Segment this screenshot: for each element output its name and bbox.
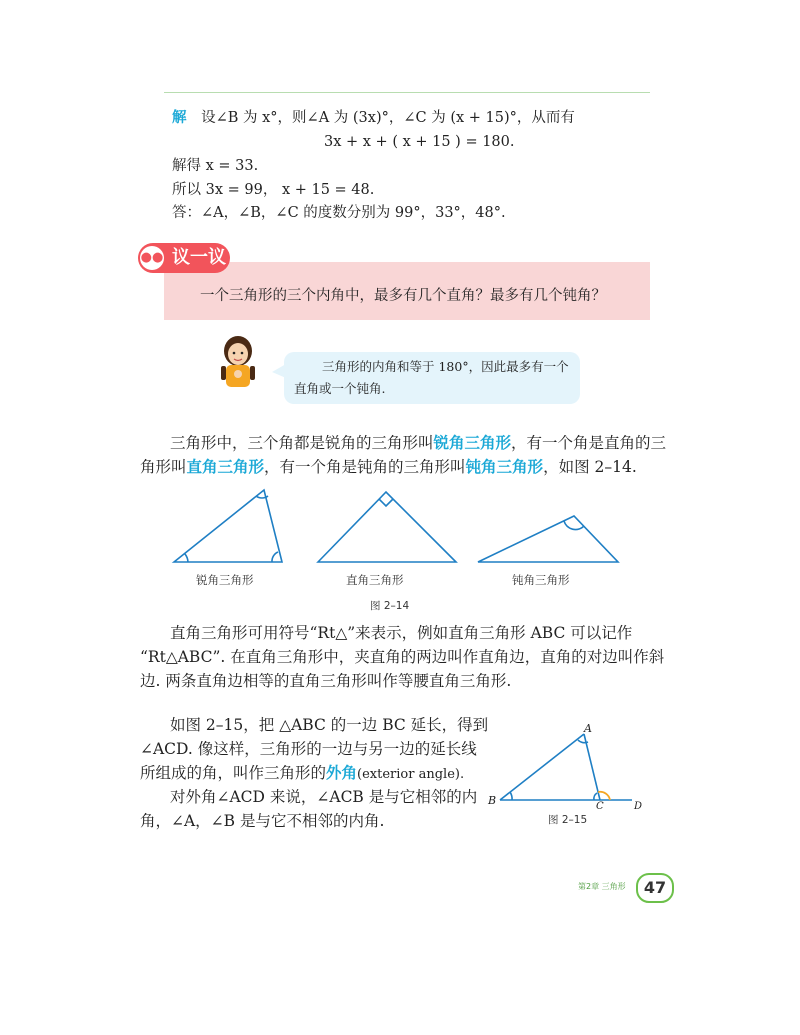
paragraph-3-line-5: 角，∠A，∠B 是与它不相邻的内角.	[140, 812, 385, 830]
top-rule	[164, 92, 650, 93]
speech-bubble	[284, 352, 580, 404]
paragraph-1-line-2	[140, 452, 637, 482]
paragraph-3-line-2: ∠ACD. 像这样，三角形的一边与另一边的延长线	[140, 740, 477, 758]
obtuse-triangle	[478, 516, 618, 562]
girl-illustration-icon	[214, 334, 262, 394]
point-c: C	[596, 801, 604, 810]
solution-line-3: 解得 x = 33.	[172, 158, 259, 174]
paragraph-2-line-1: 直角三角形可用符号“Rt△”来表示，例如直角三角形 ABC 可以记作	[170, 624, 633, 642]
term-obtuse-triangle: 钝角三角形	[465, 457, 544, 476]
para3-text-a: 所组成的角，叫作三角形的	[140, 764, 327, 782]
para1-text-e: ，如图 2–14.	[543, 458, 637, 476]
para1-text-c: 角形叫	[140, 458, 187, 476]
term-right-triangle: 直角三角形	[186, 457, 265, 476]
para1-text-d: ，有一个角是钝角的三角形叫	[264, 458, 466, 476]
right-triangle	[318, 492, 456, 562]
label-acute-triangle: 锐角三角形	[196, 573, 254, 587]
para1-text-a: 三角形中，三个角都是锐角的三角形叫	[170, 434, 434, 452]
para3-text-b: (exterior angle).	[357, 767, 465, 782]
point-a: A	[584, 722, 592, 735]
solution-line-1	[172, 108, 575, 128]
solution-label: 解	[172, 109, 187, 126]
footer-chapter: 第2章 三角形	[578, 882, 626, 891]
discussion-badge-text: 议一议	[172, 247, 226, 268]
people-icon: ●●	[140, 246, 164, 270]
paragraph-2-line-2: “Rt△ABC”. 在直角三角形中，夹直角的两边叫作直角边，直角的对边叫作斜	[140, 648, 665, 666]
solution-text-1: 设∠B 为 x°，则∠A 为 (3x)°，∠C 为 (x + 15)°，从而有	[201, 110, 575, 126]
page-number: 47	[636, 873, 674, 903]
label-obtuse-triangle: 钝角三角形	[512, 573, 570, 587]
bubble-line-2: 直角或一个钝角.	[294, 381, 386, 396]
term-exterior-angle: 外角	[326, 763, 358, 782]
bubble-line-1: 三角形的内角和等于 180°，因此最多有一个	[322, 359, 569, 374]
term-acute-triangle: 锐角三角形	[433, 433, 512, 452]
acute-triangle	[174, 490, 282, 562]
solution-line-5: 答：∠A，∠B，∠C 的度数分别为 99°，33°，48°.	[172, 205, 506, 221]
figure-2-14-caption: 图 2–14	[370, 600, 410, 612]
figure-2-15	[486, 720, 650, 810]
figure-2-14	[160, 484, 640, 570]
point-b: B	[488, 794, 497, 807]
exterior-angle-triangle	[500, 734, 632, 800]
figure-2-15-caption: 图 2–15	[548, 814, 588, 826]
discussion-badge	[138, 243, 230, 273]
paragraph-3-line-4: 对外角∠ACD 来说，∠ACB 是与它相邻的内	[170, 788, 478, 806]
discussion-question: 一个三角形的三个内角中，最多有几个直角？最多有几个钝角？	[200, 288, 606, 304]
bubble-tail	[272, 364, 286, 380]
solution-equation: 3x + x + ( x + 15 ) = 180.	[324, 134, 515, 150]
paragraph-2-line-3: 边. 两条直角边相等的直角三角形叫作等腰直角三角形.	[140, 672, 512, 690]
point-d: D	[634, 801, 643, 810]
para1-text-b: ，有一个角是直角的三	[511, 434, 667, 452]
paragraph-3-line-1: 如图 2–15，把 △ABC 的一边 BC 延长，得到	[170, 716, 489, 734]
label-right-triangle: 直角三角形	[346, 573, 404, 587]
solution-line-4: 所以 3x = 99， x + 15 = 48.	[172, 182, 375, 198]
